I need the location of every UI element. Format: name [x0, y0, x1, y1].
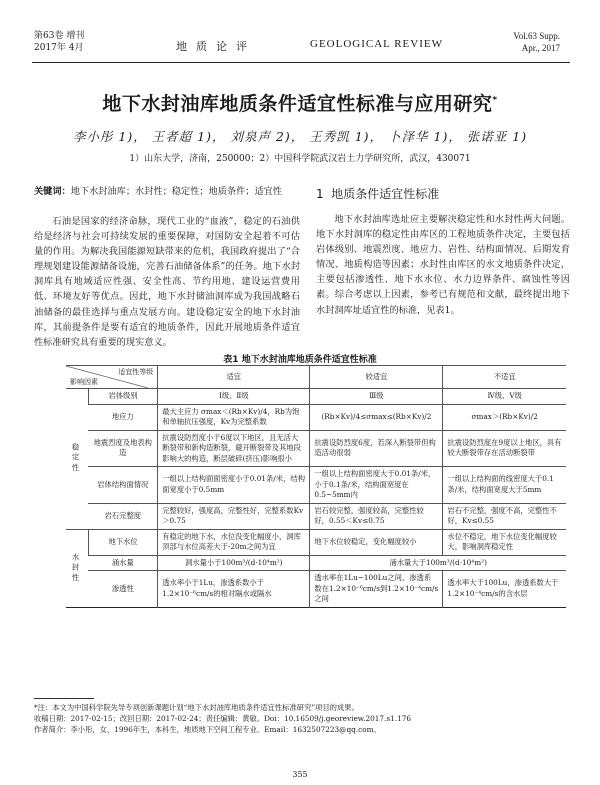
table-cell: 一组以上结构面面密度小于0.01条/米，结构面宽度小于0.5mm — [158, 467, 310, 504]
table-row — [66, 503, 566, 529]
level-header-moderate: 较适宜 — [310, 366, 443, 389]
paper-title — [0, 89, 600, 116]
keywords-text: 地下水封油库；水封性；稳定性；地质条件；适宜性 — [70, 186, 283, 197]
keywords-label: 关键词： — [34, 186, 71, 197]
table-cell: 洞水量小于100m³/(d·10⁴m²) — [158, 555, 310, 571]
table-cell: 抗震设防烈度6度，若深入断裂带但构造活动很弱 — [310, 430, 443, 467]
author-list: 李小彤 1)， 王者超 1)， 刘泉声 2)， 王秀凯 1)， 卜泽华 1)， 张诺亚 1) — [72, 129, 528, 144]
section-paragraph: 地下水封油库选址应主要解决稳定性和水封性两大问题。地下水封洞库的稳定性由库区的工程地质条件决定，主要包括岩体级别、地震烈度、地应力、岩性、结构面情况、后期发育情况、地质构造等因素；水封性由库区的水文地质条件决定，主要包括渗透性、地下水水位、水力边界条件、腐蚀性等因素。综合考虑以上因素，参考已有规范和文献，最终提出地下水封洞库址适宜性的标准，见表1。 — [316, 214, 570, 316]
table-cell: 透水率在1Lu~100Lu之间，渗透系数在1.2×10⁻⁶cm/s到1.2×10⁻⁴cm/s之间 — [310, 571, 443, 608]
table-cell: σmax＞(Rb×Kv)/2 — [443, 404, 566, 430]
suitability-table — [66, 365, 566, 608]
factor-cell: 岩体级别 — [88, 389, 157, 405]
factor-cell: 渗透性 — [88, 571, 157, 608]
intro-section — [34, 214, 300, 350]
corner-bottom-label: 影响因素 — [70, 377, 98, 386]
table-cell: 一组以上结构面的线密度大于0.1条/米，结构面宽度大于5mm — [443, 467, 566, 504]
section-title: 地质条件适宜性标准 — [331, 187, 440, 201]
volume-cn: 第63卷 增刊 — [34, 31, 85, 41]
table-cell: Ⅲ级 — [310, 389, 443, 405]
journal-name-en: GEOLOGICAL REVIEW — [310, 38, 443, 50]
date-cn: 2017年 4月 — [34, 43, 84, 53]
page-number: 355 — [292, 770, 308, 779]
table-cell: 完整较好，强度高，完整性好，完整系数Kv＞0.75 — [158, 503, 310, 529]
footnote-rule — [34, 698, 94, 699]
factor-cell: 岩石完整度 — [88, 503, 157, 529]
table-cell: 地下水位较稳定，变化幅度较小 — [310, 529, 443, 555]
affiliation: 1）山东大学，济南，250000；2）中国科学院武汉岩土力学研究所，武汉，430071 — [129, 154, 471, 164]
table-cell: 有稳定的地下水，水位没变化幅度小，洞库顶部与水位高差大于-20m之间为宜 — [158, 529, 310, 555]
table-row — [66, 389, 566, 405]
table-cell: 透水率小于1Lu，渗透系数小于1.2×10⁻⁶cm/s的相对隔水或隔水 — [158, 571, 310, 608]
factor-cell: 岩体结构面情况 — [88, 467, 157, 504]
table-row — [66, 404, 566, 430]
footnote-author-bio: 作者简介：李小彤，女，1996年生，本科生，地质地下空间工程专业。Email：1632507223@qq.com。 — [34, 725, 381, 734]
group-stability — [66, 389, 88, 530]
footnote-funding: *注：本文为中国科学院先导专项创新课题计划“地下水封油库地质条件适宜性标准研究”项目的成果。 — [34, 703, 359, 712]
table-cell: 一组以上结构面密度大于0.01条/米，小于0.1条/米，结构面宽度在0.5~5mm内 — [310, 467, 443, 504]
paper-title-text: 地下水封油库地质条件适宜性标准与应用研究 — [102, 93, 493, 115]
table-cell: 岩石不完整，强度不高，完整性不好，Kv≤0.55 — [443, 503, 566, 529]
table-row — [66, 430, 566, 467]
factor-cell: 地震烈度及地表构造 — [88, 430, 157, 467]
date-en: Apr., 2017 — [521, 43, 560, 53]
footnotes — [34, 702, 574, 735]
table-row — [66, 571, 566, 608]
table-cell: 抗震设防烈度小于6度以下地区，且无活大断裂带和新构造断裂，避开断裂带及其地段影响大的构造，断层破碎(挤压)影响很小 — [158, 430, 310, 467]
table-header-row — [66, 366, 566, 389]
footnote-dates: 收稿日期：2017-02-15；改回日期：2017-02-24；责任编辑：黄敏。Doi：10.16509/j.georeview.2017.s1.176 — [34, 714, 411, 723]
table-row — [66, 467, 566, 504]
factor-cell: 地下水位 — [88, 529, 157, 555]
table-cell: 涌水量大于100m³/(d·10⁴m²) — [310, 555, 566, 571]
table-row — [66, 529, 566, 555]
factor-cell: 地应力 — [88, 404, 157, 430]
table-row — [66, 555, 566, 571]
corner-top-label: 适宜性等级 — [118, 368, 154, 376]
table-cell: Ⅰ级、Ⅱ级 — [158, 389, 310, 405]
header-right — [513, 30, 560, 54]
level-header-unsuitable: 不适宜 — [443, 366, 566, 389]
header-left — [34, 30, 84, 54]
table-corner-cell — [66, 366, 158, 389]
volume-en: Vol.63 Supp. — [513, 31, 560, 41]
section-body — [316, 212, 570, 318]
level-header-suitable: 适宜 — [158, 366, 310, 389]
factor-cell: 涌水量 — [88, 555, 157, 571]
table-cell: 最大主应力 σmax＜(Rb×Kv)/4，Rb为饱和单轴抗压强度，Kv为完整系数 — [158, 404, 310, 430]
intro-paragraph: 石油是国家的经济命脉，现代工业的“血液”，稳定的石油供给是经济与社会可持续发展的重要保障，对国防安全起着不可估量的作用。为解决我国能源短缺带来的危机，我国政府提出了“合理规划建设能源储备设施，完善石油储备体系”的任务。地下水封洞库具有地域适应性强、安全性高、节约用地、建设运营费用低、环境友好等优点。因此，地下水封储油洞库成为我国战略石油储备的最佳选择与重点发展方向。建设稳定安全的地下水封油库，其前提条件是要有适宜的地质条件，因此开展地质条件适宜性标准研究具有重要的现实意义。 — [34, 216, 300, 348]
table-cell: 水位不稳定，地下水位变化幅度较大，影响洞库稳定性 — [443, 529, 566, 555]
group-sealing-label: 水封性 — [71, 552, 81, 584]
keywords — [34, 184, 299, 199]
section-heading — [316, 185, 439, 202]
group-sealing — [66, 529, 88, 607]
journal-name-cn: 地质论评 — [176, 40, 256, 53]
section-number: 1 — [316, 187, 324, 201]
group-stability-label: 稳定性 — [71, 443, 81, 475]
header-rule — [32, 62, 570, 63]
table-cell: Ⅳ级、Ⅴ级 — [443, 389, 566, 405]
table-caption: 表1 地下水封油库地质条件适宜性标准 — [223, 355, 377, 365]
table-cell: 岩石较完整，强度较高，完整性较好，0.55＜Kv≤0.75 — [310, 503, 443, 529]
title-footnote-mark: * — [492, 95, 498, 106]
table-cell: 抗震设防烈度在9度以上地区，具有较大断裂带存在活动断裂带 — [443, 430, 566, 467]
table-cell: (Rb×Kv)/4≤σmax≤(Rb×Kv)/2 — [310, 404, 443, 430]
table-cell: 透水率大于100Lu，渗透系数大于1.2×10⁻⁴cm/s的含水层 — [443, 571, 566, 608]
